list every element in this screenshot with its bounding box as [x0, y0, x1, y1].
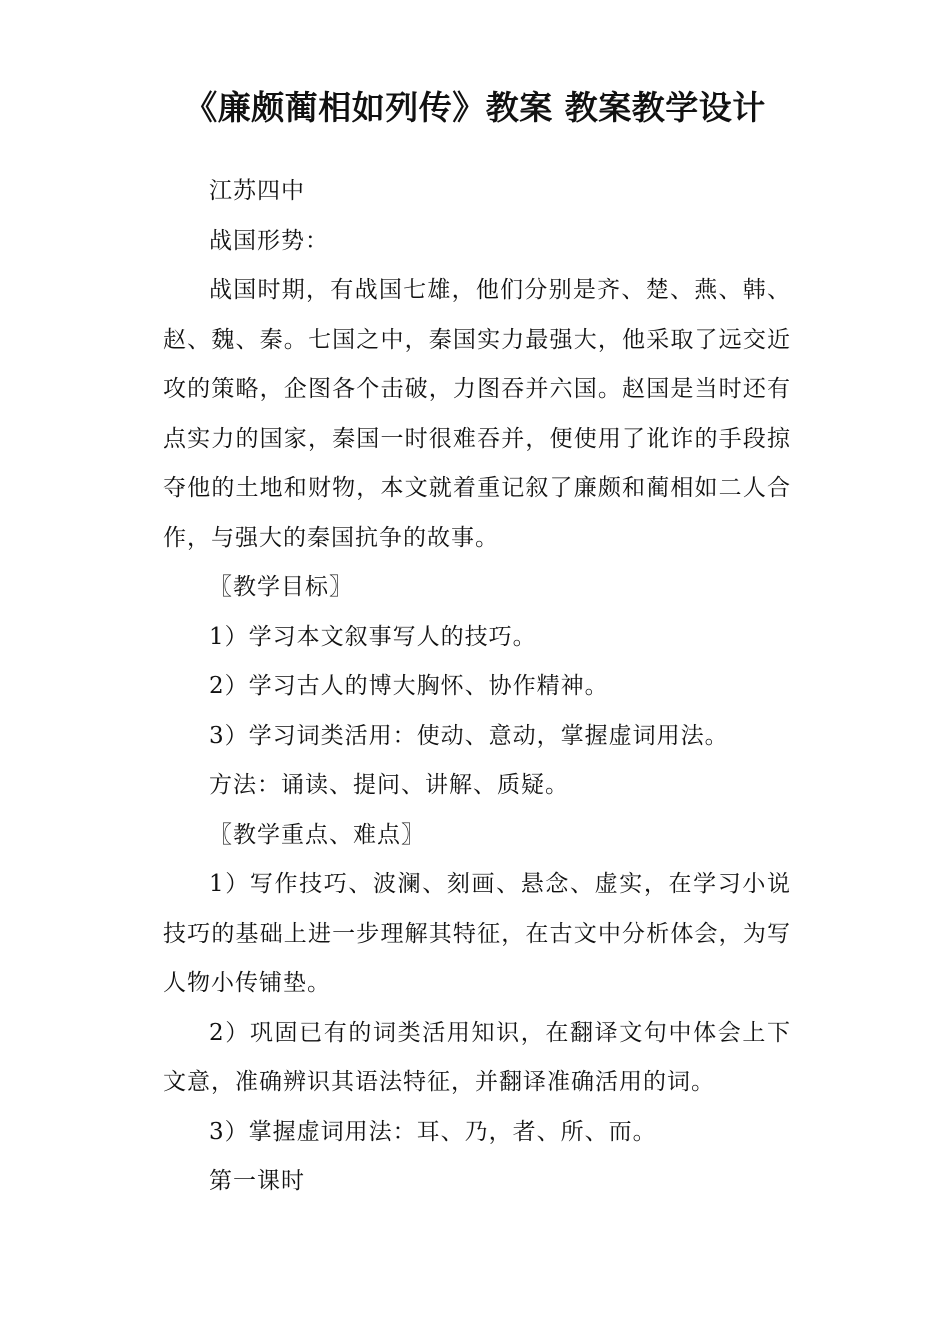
methods-line: 方法：诵读、提问、讲解、质疑。 [209, 772, 569, 798]
document-body [163, 167, 791, 1207]
section-heading-key-points: 〖教学重点、难点〗 [209, 821, 425, 848]
objective-item: 2）学习古人的博大胸怀、协作精神。 [209, 673, 609, 699]
school-name: 江苏四中 [209, 178, 305, 204]
section-heading-objectives: 〖教学目标〗 [209, 574, 353, 600]
objective-item: 1）学习本文叙事写人的技巧。 [209, 623, 537, 650]
key-point-item: 3）掌握虚词用法：耳、乃，者、所、而。 [209, 1118, 657, 1145]
key-point-item: 2）巩固已有的词类活用知识，在翻译文句中体会上下文意，准确辨识其语法特征，并翻译准确活用的词。 [163, 1019, 791, 1095]
background-paragraph: 战国时期，有战国七雄，他们分别是齐、楚、燕、韩、赵、魏、秦。七国之中，秦国实力最强大，他采取了远交近攻的策略，企图各个击破，力图吞并六国。赵国是当时还有点实力的国家，秦国一时很难吞并，便使用了讹诈的手段掠夺他的土地和财物，本文就着重记叙了廉颇和蔺相如二人合作，与强大的秦国抗争的故事。 [163, 277, 791, 551]
key-point-item: 1）写作技巧、波澜、刻画、悬念、虚实，在学习小说技巧的基础上进一步理解其特征，在古文中分析体会，为写人物小传铺垫。 [163, 871, 791, 996]
objective-item: 3）学习词类活用：使动、意动，掌握虚词用法。 [209, 722, 729, 749]
section-heading-situation: 战国形势： [209, 227, 329, 254]
document-title: 《廉颇蔺相如列传》教案 教案教学设计 [184, 88, 766, 127]
lesson-heading: 第一课时 [209, 1168, 305, 1194]
